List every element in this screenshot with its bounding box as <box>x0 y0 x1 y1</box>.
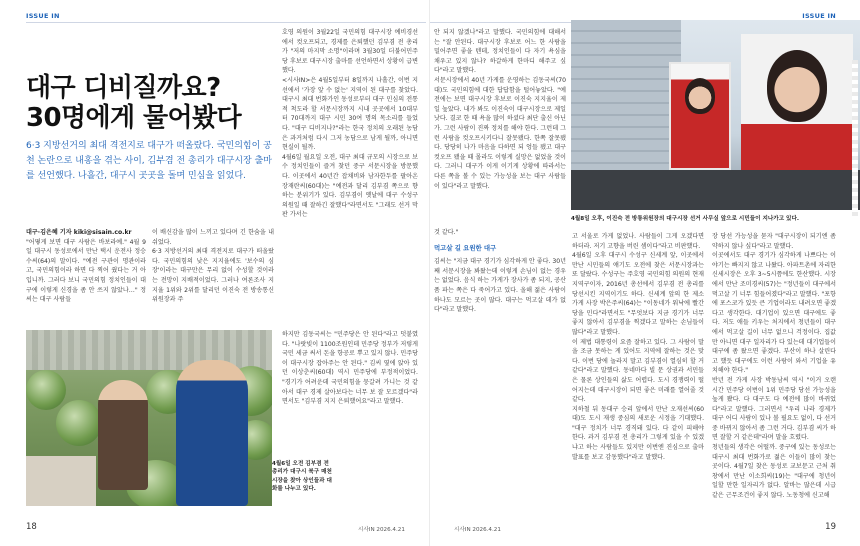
body-paragraph: 반년 전 가게 사장 박동남씨 역시 "이거 오랜 시간 민주당 이번이 1위 민주당 당선 가능성을 높게 봤다. 다 대구도 다 예전에 많이 바뀌었다"라고 말했다. 그러면서 "우리 나라 경제가 대구 어디 사람이 있나 볼 필요도 없이, 다 선거 중 바뀌지 않아서 좀 그런 거다. 김부겸 씨가 하면 잘할 거 같은데"라며 말을 흐렸다. <box>712 376 836 442</box>
body-paragraph: 이 배신감을 많이 느끼고 있다며 긴 한숨을 내쉬었다. <box>152 229 274 246</box>
photo-street <box>571 170 860 210</box>
body-column-4b <box>434 228 566 518</box>
body-paragraph: 청년들의 생각은 어떨까. 중구에 있는 동성로는 대구시 최대 번화가로 젊은 이들이 많이 찾는 곳이다. 4월7일 찾은 동성로 교보문고 근처 취창에서 만난 이소희씨(19)는 "대구에 청년이 일할 만한 일자리가 없다. 알바는 많은데 시급 같은 근무조건이 좋지 않다. 노동청에 신고해 <box>712 444 836 500</box>
body-paragraph: 이곳에서도 대구 경기가 심각하게 나쁘다는 이야기는 빠지지 않고 나왔다. 아파트촌에 자리한 신세시장은 오후 3~5시쯤에도 한산했다. 시장에서 만난 조미경씨(57)는 "정년들이 대구에서 먹고살 기 너무 힘들어졌다"라고 말했다. "포항에 포스코가 있듯 큰 기업이라도 내려오면 좋겠다고 생각한다. 대기업이 있으면 대구에도 좋다. 저도 애들 키우는 처지에서 청년들이 대구에서 먹고살 길이 너무 없으니 걱정이다. 집값만 아니면 대구 일자리가 다 있는데 대기업들이 대구에 좀 왔으면 좋겠다. 부산이 하나 살린다고 했듯 대구에도 이런 사람이 와서 기업을 유치해야 한다." <box>712 252 836 375</box>
article-lead: 6·3 지방선거의 최대 격전지로 대구가 떠올랐다. 국민의힘이 공천 논란으로 내홍을 겪는 사이, 김부겸 전 총리가 대구시장 출마를 선언했다. 나흘간, 대구시 곳곳을 돌며 민심을 읽었다. <box>26 141 272 181</box>
body-paragraph: 서문시장에서 40년 가게를 운영하는 김동국씨(70대)도 국민의힘에 대한 답답함을 털어놓았다. "예전에는 보면 대구시장 후보로 이진숙 지지율이 제일 높았다. 내가 봐도 이진숙이 대구시장으로 제일 낫다. 결코 한 때 욕을 많이 하셨다 최단 출신 아닌가. 그런 사람이 진짜 정치를 해야 한다. 그런데 그런 사람을 컷오프시키다니 잘못됐다. 한쪽 잘못됐다. 당당히 나가 마음을 다하면 되 엉들 됐고 대구 컷오프 됐을 때 몰라도 이렇게 실망은 없었을 것이다. 그러니 대구가 이게 이기게 상황에 따라서는 다른 쪽을 볼 수 있는 가능성을 보는 대구 사람들이 있다"라고 말했다. <box>434 76 566 190</box>
market-photo <box>26 330 272 506</box>
photo-shelf <box>26 330 272 370</box>
body-column-2 <box>152 228 274 305</box>
body-column-3 <box>282 28 418 328</box>
body-paragraph: 호영 의원이 3월22일 국민의힘 대구시장 예비경선에서 컷오프되고, 경제를 은퇴했던 김부겸 전 총리가 "저의 마지막 소명"이라며 3월30일 더불어민주당 후보로 대구시장 출마를 선언하면서 상황이 급변했다. <box>282 29 418 75</box>
body-column-6 <box>712 232 836 522</box>
body-column-5 <box>572 232 704 522</box>
page-number-right: 19 <box>825 522 836 532</box>
candidate-figure <box>176 360 248 506</box>
body-paragraph: <시사IN>은 4월5일부터 8일까지 나흘간, 이번 지선에서 '가장 앞 수 없는' 지역이 된 대구를 찾았다. 대구시 최대 번화가인 동성로부터 대구 민심의 전통적 척도라 할 서문시장까지 시내 곳곳에서 10대부터 70대까지 대구 시민 30여 명의 목소리를 들었다. "대구 디비지나?"라는 한국 정치의 오래된 농담은 과거처럼 다시 그저 농담으로 남게 될까, 아니면 현실이 될까. <box>282 76 418 152</box>
cabbage-shape <box>26 370 66 410</box>
header-rule-left <box>26 22 426 23</box>
article-headline <box>26 73 256 133</box>
market-photo-caption: 4월6일 오전 김부겸 전 총리가 대구시 북구 매천시장을 찾아 상인들과 대화를 나누고 있다. <box>272 461 332 493</box>
subheading: 먹고살 길 요원한 대구 <box>434 243 497 252</box>
section-tag-right: ISSUE IN <box>802 12 836 20</box>
poster-face <box>767 50 827 122</box>
byline: 대구·김은혜 기자 kiki@sisain.co.kr <box>26 229 132 236</box>
body-paragraph: 지하철 뒤 동대구 승리 앞에서 만난 오재선씨(60대)도 도시 재생 중심의 새로운 시정을 기대했다. "대구 정치가 너무 경직돼 있다. 다 같이 피해야 한다. 과거 김부겸 전 총리가 그렇게 있을 수 있겠냐고 하는 사람들도 있지만 이번엔 진심으로 출마 발표를 보고 감동했다"라고 말했다. <box>572 405 704 461</box>
body-paragraph: "어떻게 보면 대구 사람은 바보라예." 4월 9일 대구시 동성로에서 만난 택시 운전사 정승수씨(64)의 말이다. "예전 구관이 명관이라고, 국민의힘이라 하면 다 찍어 줬다는 거 아입니까. 그러다 보니 국민의힘 정치인들이 대구에 이렇게 신경을 좀 안 쓰지 않았나…" 정씨는 대구 사람들 <box>26 238 146 304</box>
side-tab-strip <box>852 60 858 220</box>
headline-line-2: 30명에게 물어봤다 <box>26 103 242 133</box>
magazine-date-left: 시사IN 2026.4.21 <box>358 527 405 533</box>
magazine-date-right: 시사IN 2026.4.21 <box>454 527 501 533</box>
body-paragraph: 하지만 김동국씨는 "민주당은 안 된다"라고 덧붙였다. "나랏빚이 1100조원인데 민주당 정부가 저렇게 국민 세금 써서 돈을 항공로 뿌고 있지 않나. 민주당이 대구시장 잡아주는 안 된다." 김씨 옆에 앉아 있던 이상춘씨(60대) 역시 민주당에 부정적이었다. "경기가 어려운데 국민의힘을 뭉갈려 가니는 것 같아서 대구 경제 살아보다는 너무 보 잘 모르겠다"라면서도 "김부겸 지지 은퇴했어요"라고 말했다. <box>282 331 418 406</box>
body-paragraph: 4월6일 월요일 오전, 대구 최대 규모의 시장으로 보수 정치인들이 즐겨 찾던 중구 서문시장을 방문했다. 이곳에서 40년간 잡채비와 남자한두를 팔아온 장재란씨(60대)는 "예전과 달리 김부겸 쪽으로 향하는 분위기가 있다. 김부겸이 옛날에 대구 수성구 의원일 때 잘하긴 잘했다"라면서도 "그래도 선거 막판 가서는 <box>282 153 418 219</box>
vendor-figure <box>98 380 148 490</box>
headline-line-1: 대구 디비질까요? <box>26 73 221 103</box>
body-column-4 <box>434 28 566 228</box>
body-paragraph: 고 서울로 가게 없었나. 사람들이 그게 오겠다면 하더라. 저기 고향을 버린 셈이다"라고 비판했다. <box>572 233 704 250</box>
poster-face <box>685 78 715 114</box>
body-paragraph: 6·3 지방선거의 최대 격전지로 대구가 떠올랐다. 국민의힘의 낮은 지지율에도 '보수의 심장'이라는 대구만은 무리 없이 수성할 것이라는 전망이 지배적이었다. 그러나 여론조사 지지율 1위와 2위를 달리던 이진숙 전 방송통신위원장과 주 <box>152 248 274 304</box>
campaign-poster-photo <box>571 20 860 210</box>
body-paragraph: 안 되지 않겠나"라고 말했다. 국민의힘에 대해서는 "잘 안된다. 대구시장 후보로 어느 한 사람을 밀어주면 좋을 텐데, 정치인들이 다 자기 욕심을 채우고 있지 않나? 하갈하게 한마디 해주고 싶다"라고 말했다. <box>434 29 566 75</box>
body-paragraph: 장 당선 가능성을 묻자 "대구시장이 되기엔 좀 약하지 않나 싶다"라고 말했다. <box>712 233 836 250</box>
page-number-left: 18 <box>26 522 37 532</box>
body-paragraph: 4월6일 오후 대구시 수성구 신세계 앞, 이곳에서 만난 시민들의 얘기도 오전에 찾은 서문시장과는 또 달랐다. 수성구는 주호영 국민의힘 의원의 현재 지역구이자, 2016년 총선에서 김부겸 전 총리를 당선시킨 지역이기도 하다. 신세계 앞의 한 제소 가게 사장 박은주씨(64)는 "이동네가 워낙에 빨간 당을 민다"라면서도 "무엇보다 지금 경기가 너무 좋지 않아서 김부겸을 찍겠다고 말하는 손님들이 많다"라고 말했다. <box>572 252 704 336</box>
body-paragraph: 이 제법 대통령이 요즘 잘하고 있다. 그 사람이 말을 조금 못하는 게 있어도 지역에 잘하는 것은 맞다. 이번 당에 놀라지 말고 김부겸이 열심히 할 거 같다"라고 말했다. 동네마다 빌 문 상권과 서민들은 물론 상인들의 삶도 어렵다. 도시 경쟁력이 떨어지는데 대구시장이 되면 좋은 미래를 열어줄 것 같다. <box>572 338 704 404</box>
body-column-1 <box>26 228 146 305</box>
photo-crate <box>26 456 96 506</box>
body-column-3b <box>282 330 418 520</box>
poster-photo-caption: 4월8일 오후, 이진숙 전 방통위원장의 대구시장 선거 사무실 앞으로 시민들이 지나가고 있다. <box>571 216 799 222</box>
body-paragraph: 김씨는 "지금 대구 경기가 심각하게 안 좋다. 30년째 서문시장을 봐왔는데 이렇게 손님이 없는 경우는 없었다. 음식 하는 가게가 장사가 좀 되지, 공산품 파는 쪽은 다 죽어가고 있다. 올해 젊은 사람이 하나도 모르는 곳이 많다. 대구는 먹고살 데가 없다"라고 말했다. <box>434 258 566 314</box>
cabbage-shape <box>56 400 102 446</box>
section-tag-left: ISSUE IN <box>26 12 60 20</box>
body-paragraph: 것 같다." <box>434 229 459 236</box>
